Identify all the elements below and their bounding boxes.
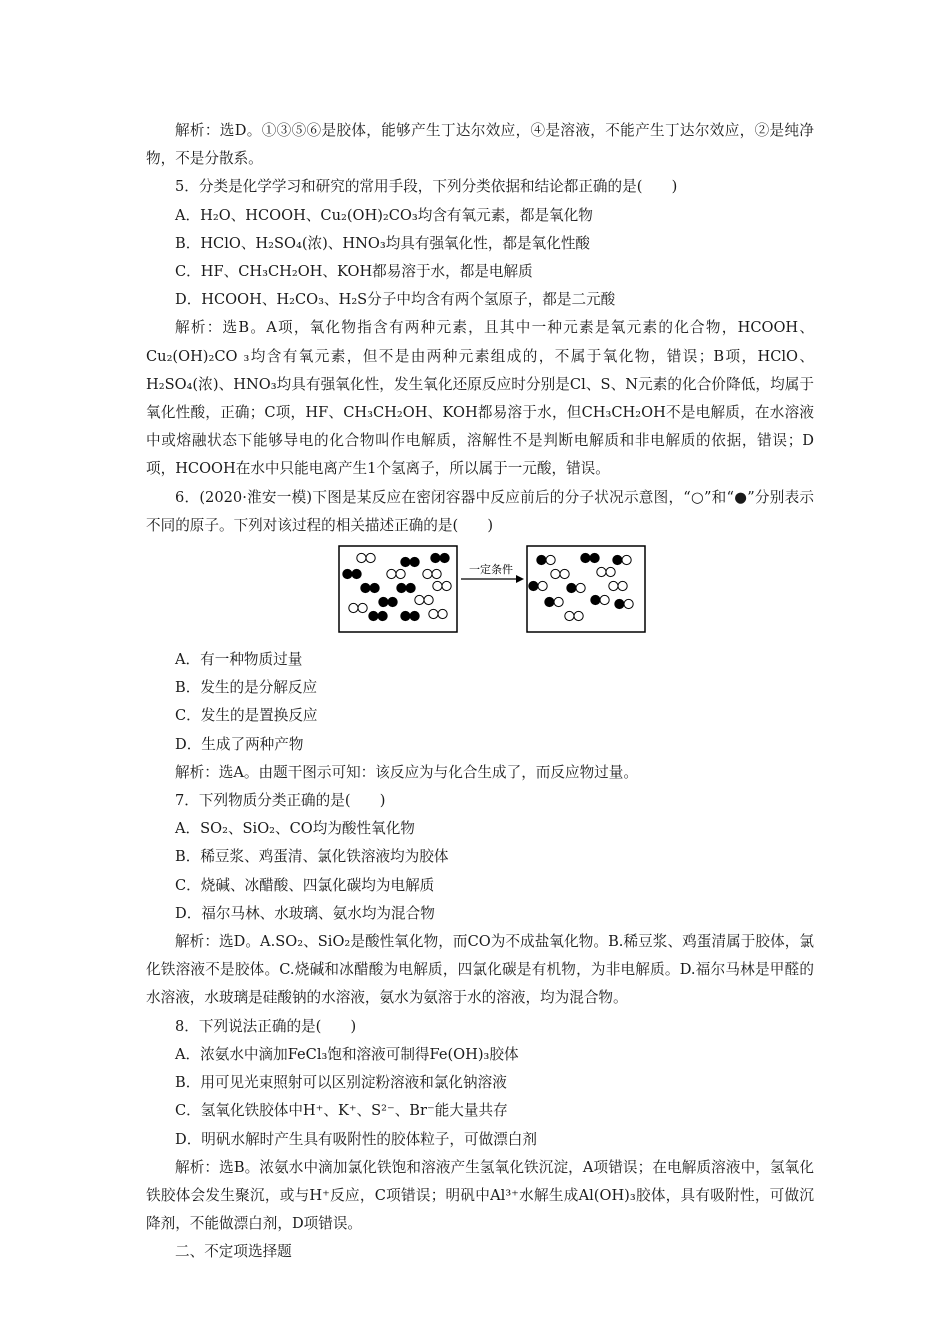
white-atom <box>424 595 433 604</box>
white-atom <box>565 611 574 620</box>
before-molecules <box>343 553 451 620</box>
white-atom <box>576 583 585 592</box>
black-atom <box>440 553 449 562</box>
question-7-stem: 7．下列物质分类正确的是( ) <box>175 792 386 810</box>
question-6-stem: 6．(2020·淮安一模)下图是某反应在密闭容器中反应前后的分子状况示意图，“○”和“●”分别表示不同的原子。下列对该过程的相关描述正确的是( ) <box>146 488 814 534</box>
question-5-stem: 5．分类是化学学习和研究的常用手段，下列分类依据和结论都正确的是( ) <box>175 178 678 196</box>
white-atom <box>429 609 438 618</box>
black-atom <box>590 553 599 562</box>
white-atom <box>387 569 396 578</box>
black-atom <box>401 557 410 566</box>
white-atom <box>396 569 405 578</box>
q8-option-d: D．明矾水解时产生具有吸附性的胶体粒子，可做漂白剂 <box>175 1130 537 1148</box>
white-atom <box>349 603 358 612</box>
answer-q8: 解析：选B。浓氨水中滴加氯化铁饱和溶液产生氢氧化铁沉淀，A项错误；在电解质溶液中，氢氧化铁胶体会发生聚沉，或与H⁺反应，C项错误；明矾中Al³⁺水解生成Al(OH)₃胶体，具有吸附性，可做沉降剂，不能做漂白剂，D项错误。 <box>146 1158 814 1233</box>
q5-option-d: D．HCOOH、H₂CO₃、H₂S分子中均含有两个氢原子，都是二元酸 <box>175 291 616 309</box>
black-atom <box>545 597 554 606</box>
white-atom <box>433 581 442 590</box>
q7-option-b: B．稀豆浆、鸡蛋清、氯化铁溶液均为胶体 <box>175 848 449 866</box>
black-atom <box>401 611 410 620</box>
white-atom <box>609 581 618 590</box>
document-page <box>146 117 814 1267</box>
white-atom <box>415 595 424 604</box>
white-atom <box>357 553 366 562</box>
white-atom <box>606 567 615 576</box>
q5-option-b: B．HClO、H₂SO₄(浓)、HNO₃均具有强氧化性，都是氧化性酸 <box>175 234 591 252</box>
q8-option-a: A．浓氨水中滴加FeCl₃饱和溶液可制得Fe(OH)₃胶体 <box>175 1045 519 1063</box>
white-atom <box>574 611 583 620</box>
q6-option-b: B．发生的是分解反应 <box>175 679 318 697</box>
answer-q4: 解析：选D。①③⑤⑥是胶体，能够产生丁达尔效应，④是溶液，不能产生丁达尔效应，②是纯净物，不是分散系。 <box>146 122 814 168</box>
black-atom <box>529 581 538 590</box>
black-atom <box>352 569 361 578</box>
black-atom <box>370 583 379 592</box>
black-atom <box>397 583 406 592</box>
black-atom <box>369 611 378 620</box>
white-atom <box>358 603 367 612</box>
black-atom <box>410 557 419 566</box>
black-atom <box>378 611 387 620</box>
answer-q7: 解析：选D。A.SO₂、SiO₂是酸性氧化物，而CO为不成盐氧化物。B.稀豆浆、鸡蛋清属于胶体，氯化铁溶液不是胶体。C.烧碱和冰醋酸为电解质，四氯化碳是有机物，为非电解质。D.福尔马林是甲醛的水溶液，水玻璃是硅酸钠的水溶液，氨水为氨溶于水的溶液，均为混合物。 <box>146 933 814 1007</box>
q5-option-c: C．HF、CH₃CH₂OH、KOH都易溶于水，都是电解质 <box>175 263 533 281</box>
q6-option-d: D．生成了两种产物 <box>175 735 304 753</box>
white-atom <box>546 555 555 564</box>
black-atom <box>343 569 352 578</box>
q8-option-c: C．氢氧化铁胶体中H⁺、K⁺、S²⁻、Br⁻能大量共存 <box>175 1102 508 1120</box>
black-atom <box>431 553 440 562</box>
arrow-head <box>516 575 524 583</box>
q7-option-a: A．SO₂、SiO₂、CO均为酸性氧化物 <box>175 820 415 838</box>
white-atom <box>538 581 547 590</box>
black-atom <box>406 583 415 592</box>
white-atom <box>551 569 560 578</box>
answer-q6: 解析：选A。由题干图示可知：该反应为与化合生成了，而反应物过量。 <box>175 763 638 781</box>
section-heading: 二、不定项选择题 <box>175 1243 292 1261</box>
white-atom <box>597 567 606 576</box>
condition-label: 一定条件 <box>469 563 513 577</box>
black-atom <box>615 599 624 608</box>
molecule-diagram-svg <box>338 542 648 638</box>
white-atom <box>432 569 441 578</box>
question-8-stem: 8．下列说法正确的是( ) <box>175 1017 357 1035</box>
after-molecules <box>529 553 633 620</box>
q6-option-c: C．发生的是置换反应 <box>175 707 318 725</box>
black-atom <box>591 595 600 604</box>
white-atom <box>554 597 563 606</box>
white-atom <box>438 609 447 618</box>
black-atom <box>388 597 397 606</box>
answer-q5: 解析：选B。A项，氧化物指含有两种元素，且其中一种元素是氧元素的化合物，HCOOH、Cu₂(OH)₂CO ₃均含有氧元素，但不是由两种元素组成的，不属于氧化物，错误；B项，HClO、H₂SO₄(浓)、HNO₃均具有强氧化性，发生氧化还原反应时分别是Cl、S、N元素的化合价降低，均属于氧化性酸，正确；C项，HF、CH₃CH₂OH、KOH都易溶于水，但CH₃CH₂OH不是电解质，在水溶液中或熔融状态下能够导电的化合物叫作电解质，溶解性不是判断电解质和非电解质的依据，错误；D项，HCOOH在水中只能电离产生1个氢离子，所以属于一元酸，错误。 <box>146 319 814 478</box>
white-atom <box>622 555 631 564</box>
black-atom <box>567 583 576 592</box>
q7-option-d: D．福尔马林、水玻璃、氨水均为混合物 <box>175 904 435 922</box>
q7-option-c: C．烧碱、冰醋酸、四氯化碳均为电解质 <box>175 876 435 894</box>
white-atom <box>560 569 569 578</box>
white-atom <box>624 599 633 608</box>
q5-option-a: A．H₂O、HCOOH、Cu₂(OH)₂CO₃均含有氧元素，都是氧化物 <box>175 206 593 224</box>
q6-option-a: A．有一种物质过量 <box>175 651 303 669</box>
reaction-diagram <box>146 542 814 642</box>
white-atom <box>600 595 609 604</box>
white-atom <box>423 569 432 578</box>
black-atom <box>410 611 419 620</box>
white-atom <box>618 581 627 590</box>
q8-option-b: B．用可见光束照射可以区别淀粉溶液和氯化钠溶液 <box>175 1074 507 1092</box>
black-atom <box>537 555 546 564</box>
black-atom <box>613 555 622 564</box>
white-atom <box>442 581 451 590</box>
black-atom <box>581 553 590 562</box>
white-atom <box>366 553 375 562</box>
black-atom <box>361 583 370 592</box>
black-atom <box>379 597 388 606</box>
